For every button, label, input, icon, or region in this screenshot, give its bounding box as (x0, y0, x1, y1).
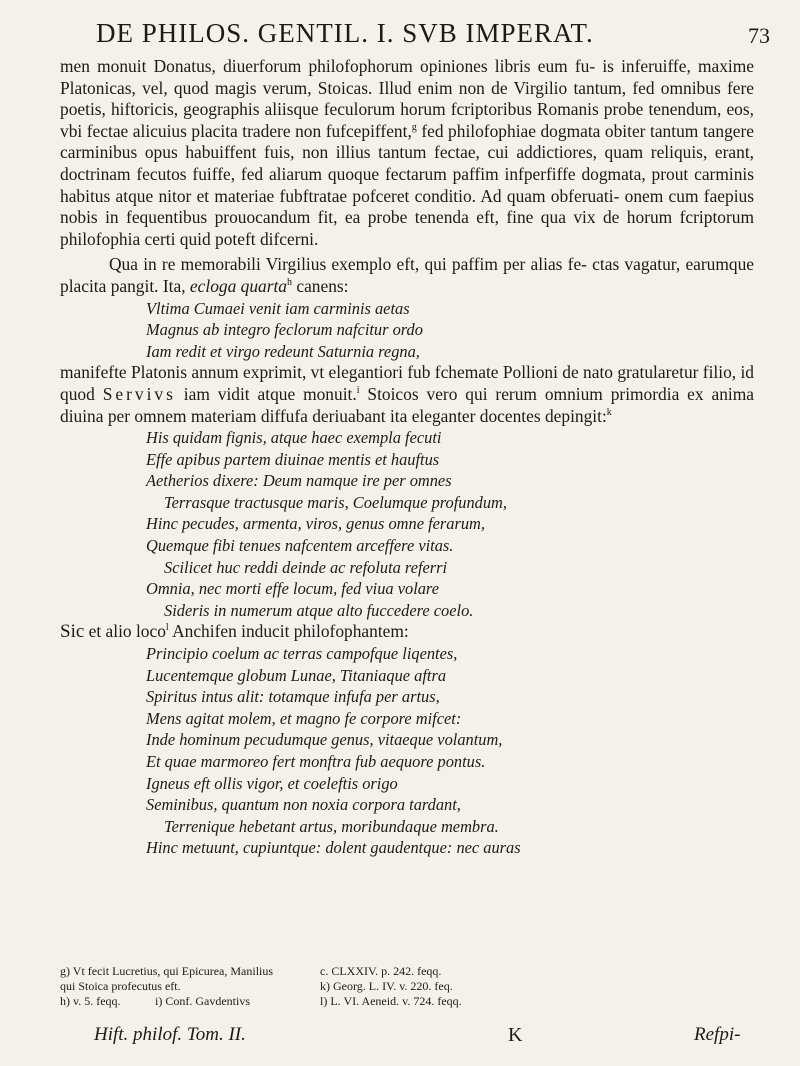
verse-line: Principio coelum ac terras campofque liqentes, (146, 644, 458, 664)
verse-line: Effe apibus partem diuinae mentis et hauftus (146, 449, 440, 469)
footnote-ref-i: i (356, 385, 360, 397)
verse-line: Terrasque tractusque maris, Coelumque profundum, (164, 492, 507, 512)
verse-line: Et quae marmoreo fert monftra fub aequore pontus. (146, 752, 486, 771)
paragraph-2: Qua in re memorabili Virgilius exemplo eft, qui paffim per alias fe- ctas vagatur, earumque placita pangit. Ita, ecloga quarta$^h$ canens: (60, 254, 754, 296)
footnote-k: k) Georg. L. IV. v. 220. feq. (320, 979, 453, 993)
footnote-row (60, 964, 760, 979)
footnote-l: l) L. VI. Aeneid. v. 724. feqq. (320, 994, 462, 1008)
verse-line: Terrenique hebetant artus, moribundaque membra. (164, 816, 499, 836)
verse-line: Hinc metuunt, cupiuntque: dolent gaudentque: nec auras (146, 838, 521, 858)
verse-line: Igneus eft ollis vigor, et coeleftis origo (146, 773, 398, 793)
verse-line: Iam redit et virgo redeunt Saturnia regna, (146, 341, 420, 361)
verse-line: His quidam fignis, atque haec exempla fecuti (146, 428, 442, 448)
paragraph-1: men monuit Donatus, diuerforum philofophorum opiniones libris eum fu- is inferuiffe, maxime Platonicas, vel, quod magis verum, Stoicas. Illud enim non de Virgilio tantum, fed omnibus fere poetis, hiftoricis, geographis aliisque feculorum horum fcriptoribus Romanis probe tenendum, eos, vbi fectae alicuius placita tradere non fufcepiffent,$^g$ fed philofophiae dogmata obiter tantum tangere carminibus opus habuiffent fuis, non illius tantum fectae, cui addictiores, quam reliquis, erant, doctrinam fecutos fuiffe, fed aliarum quoque fectarum paffim infperfiffe dogmata, prout carminis habitus atque nitor et materiae fubftratae pofceret conditio. Ad quam obferuati- onem cum faepius nobis in fequentibus prouocandum fit, ea probe tenenda eft, fine qua vix de horum fcriptorum philofophia certi quid poteft difcerni. (60, 56, 754, 249)
paragraph-4: Sic et alio loco$^l$ Anchifen inducit philofophantem: (60, 621, 409, 643)
footnote-ref-g: g (411, 121, 417, 133)
footnote-ref-l: l (165, 622, 169, 634)
verse-line: Inde hominum pecudumque genus, vitaeque volantum, (146, 730, 503, 750)
footnote-g: g) Vt fecit Lucretius, qui Epicurea, Manilius (60, 964, 274, 978)
verse-line: Lucentemque globum Lunae, Titaniaque aftra (146, 665, 447, 685)
footnote-h: h) v. 5. feqq. (60, 994, 121, 1008)
verse-line: Omnia, nec morti effe locum, fed viua volare (146, 579, 439, 599)
running-head: DE PHILOS. GENTIL. I. SVB IMPERAT. (96, 18, 594, 48)
verse-block-3 (146, 643, 754, 859)
verse-line: Spiritus intus alit: totamque infufa per artus, (146, 687, 440, 707)
footnotes (60, 964, 760, 1009)
paragraph-3: manifefte Platonis annum exprimit, vt elegantiori fub fchemate Pollioni de nato gratularetur filio, id quod Servivs iam vidit atque monuit.$^i$ Stoicos vero qui rerum omnium primordia ex anima diuina per omnem materiam diffufa deriuabant ita eleganter docentes depingit:$^k$ (60, 362, 754, 426)
catchword: Refpi- (694, 1024, 741, 1045)
verse-line: Scilicet huc reddi deinde ac refoluta referri (164, 557, 448, 577)
verse-line: Quemque fibi tenues nafcentem arceffere vitas. (146, 536, 454, 556)
verse-line: Mens agitat molem, et magno fe corpore mifcet: (146, 708, 462, 728)
ecloga-title: ecloga quarta (189, 275, 288, 296)
footnote-ref-k: k (606, 406, 612, 418)
verse-line: Magnus ab integro feclorum nafcitur ordo (146, 320, 423, 340)
page-number: 73 (748, 23, 770, 48)
signature-note: Hift. philof. Tom. II. (94, 1024, 246, 1045)
footnote-row (60, 994, 760, 1009)
verse-line: Sideris in numerum atque alto fuccedere coelo. (164, 600, 474, 620)
footnote-g-continued: qui Stoica profecutus eft. (60, 979, 181, 993)
verse-line: Vltima Cumaei venit iam carminis aetas (146, 298, 410, 318)
page-header (0, 18, 800, 52)
footnote-row (60, 979, 760, 994)
footnote-ref-h: h (287, 277, 293, 289)
servius-name: Servivs (102, 383, 176, 404)
verse-line: Hinc pecudes, armenta, viros, genus omne ferarum, (146, 514, 485, 534)
footnote-i: i) Conf. Gavdentivs (155, 994, 250, 1008)
signature-letter: K (508, 1024, 523, 1046)
footnote-i-continued: c. CLXXIV. p. 242. feqq. (320, 964, 442, 978)
verse-line: Seminibus, quantum non noxia corpora tardant, (146, 795, 461, 815)
page-footer (0, 1024, 800, 1050)
verse-block-2 (146, 427, 754, 621)
page-body (60, 56, 754, 859)
verse-block-1 (146, 298, 754, 363)
verse-line: Aetherios dixere: Deum namque ire per omnes (146, 471, 452, 491)
